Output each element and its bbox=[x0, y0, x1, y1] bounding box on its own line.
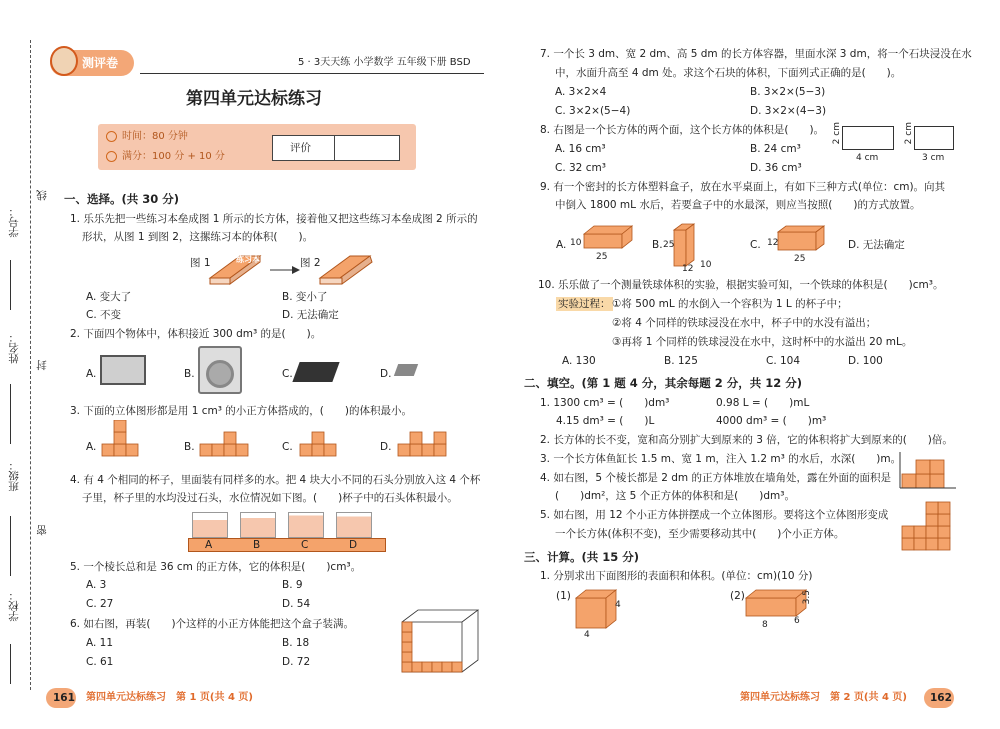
score-info: 满分：100 分 + 10 分 bbox=[122, 151, 225, 162]
q10-option-d[interactable]: D. 100 bbox=[848, 355, 883, 367]
q2-option-d[interactable]: D. bbox=[380, 368, 392, 380]
q2-option-c[interactable]: C. bbox=[282, 368, 293, 380]
q6-text: 6. 如右图，再装( )个这样的小正方体能把这个盒子装满。 bbox=[70, 618, 355, 630]
fill-5-line-2: 一个长方体(体积不变)，至少需要移动其中( )个小正方体。 bbox=[555, 528, 845, 540]
cup-label-a: A bbox=[205, 539, 213, 551]
cuboid-dim-width: 6 bbox=[794, 616, 800, 626]
q1-option-d[interactable]: D. 无法确定 bbox=[282, 309, 339, 321]
q9c-dim-2: 25 bbox=[794, 254, 806, 264]
q5-text: 5. 一个棱长总和是 36 cm 的正方体，它的体积是( )cm³。 bbox=[70, 561, 362, 573]
cup-label-d: D bbox=[349, 539, 358, 551]
q4-text-2: 子里，杯子里的水均没过石头，水位情况如下图。( )杯子中的石头体积最小。 bbox=[82, 492, 458, 504]
page-number-161: 161 bbox=[53, 692, 75, 704]
fig1-label: 图 1 bbox=[190, 257, 211, 269]
q6-option-c[interactable]: C. 61 bbox=[86, 656, 114, 668]
q7-option-d[interactable]: D. 3×2×(4−3) bbox=[750, 105, 827, 117]
fill-2: 2. 长方体的长不变，宽和高分别扩大到原来的 3 倍，它的体积将扩大到原来的( )倍。 bbox=[540, 434, 953, 446]
school-label: 学校： bbox=[8, 590, 20, 622]
q9-text-2: 中倒入 1800 mL 水后，若要盒子中的水最深，则应当按照( )的方式放置。 bbox=[555, 199, 921, 211]
fill-1c: 4.15 dm³ = ( )L bbox=[556, 415, 655, 427]
fill-5: 5. 如右图，用 12 个小正方体拼摆成一个立体图形。要将这个立体图形变成 bbox=[540, 509, 889, 521]
q7-text: 7. 一个长 3 dm、宽 2 dm、高 5 dm 的长方体容器，里面水深 3 dm，将一个石块浸没在水 bbox=[540, 48, 972, 60]
q7-option-b[interactable]: B. 3×2×(5−3) bbox=[750, 86, 826, 98]
q9a-dim-1: 10 bbox=[570, 238, 582, 248]
q5-option-b[interactable]: B. 9 bbox=[282, 579, 303, 591]
stacked-cubes-figure bbox=[896, 448, 960, 564]
q8-option-c[interactable]: C. 32 cm³ bbox=[555, 162, 606, 174]
footer-left: 第四单元达标练习 第 1 页(共 4 页) bbox=[86, 692, 253, 703]
q10-step-2: ②将 4 个同样的铁球浸没在水中，杯子中的水没有溢出； bbox=[612, 317, 877, 329]
face-rect-1 bbox=[842, 126, 894, 150]
section-2-heading: 二、填空。(第 1 题 4 分，其余每题 2 分，共 12 分) bbox=[524, 376, 803, 390]
q8-face1-height: 2 cm bbox=[832, 122, 842, 145]
workbook-figure bbox=[200, 248, 390, 288]
cube-dim-1: 4 bbox=[615, 600, 621, 610]
box-figure bbox=[398, 606, 484, 676]
eval-label: 评价 bbox=[290, 142, 311, 154]
q10-option-c[interactable]: C. 104 bbox=[766, 355, 801, 367]
clock-icon bbox=[106, 131, 117, 142]
fill-4-line-2: ( )dm²，这 5 个正方体的体积和是( )dm³。 bbox=[555, 490, 795, 502]
stub-feng: 封 bbox=[36, 360, 48, 371]
q8-option-a[interactable]: A. 16 cm³ bbox=[555, 143, 606, 155]
q10-process-label: 实验过程： bbox=[558, 298, 611, 310]
q6-option-a[interactable]: A. 11 bbox=[86, 637, 114, 649]
cup-label-b: B bbox=[253, 539, 261, 551]
cuboid-dim-height: 3.5 bbox=[802, 590, 812, 605]
eraser-icon bbox=[394, 364, 418, 376]
q10-step-3: ③再将 1 个同样的铁球浸没在水中，这时杯中的水溢出 20 mL。 bbox=[612, 336, 913, 348]
q5-option-d[interactable]: D. 54 bbox=[282, 598, 311, 610]
q10-step-1: ①将 500 mL 的水倒入一个容积为 1 L 的杯子中； bbox=[612, 298, 848, 310]
q10-text: 10. 乐乐做了一个测量铁球体积的实验，根据实验可知，一个铁球的体积是( )cm³。 bbox=[538, 279, 944, 291]
time-info: 时间：80 分钟 bbox=[122, 131, 188, 142]
cuboid-dim-length: 8 bbox=[762, 620, 768, 630]
fill-3: 3. 一个长方体鱼缸长 1.5 m、宽 1 m，注入 1.2 m³ 的水后，水深( )m。 bbox=[540, 453, 902, 465]
face-rect-2 bbox=[914, 126, 954, 150]
q7-option-c[interactable]: C. 3×2×(5−4) bbox=[555, 105, 631, 117]
calc-fig2-label: (2) bbox=[730, 590, 745, 602]
q3-option-d[interactable]: D. bbox=[380, 441, 392, 453]
cup-label-c: C bbox=[301, 539, 309, 551]
q5-option-a[interactable]: A. 3 bbox=[86, 579, 107, 591]
q9-text: 9. 有一个密封的长方体塑料盒子，放在水平桌面上，有如下三种方式(单位：cm)。向其 bbox=[540, 181, 946, 193]
section-1-heading: 一、选择。(共 30 分) bbox=[64, 192, 180, 206]
fill-1b: 0.98 L = ( )mL bbox=[716, 397, 810, 409]
section-3-heading: 三、计算。(共 15 分) bbox=[524, 550, 640, 564]
q8-option-d[interactable]: D. 36 cm³ bbox=[750, 162, 802, 174]
q7-text-2: 中，水面升高至 4 dm 处。求这个石块的体积，下面列式正确的是( )。 bbox=[555, 67, 902, 79]
cube-figures bbox=[98, 420, 478, 462]
q9-option-a[interactable]: A. bbox=[556, 239, 567, 251]
q9-option-b[interactable]: B. bbox=[652, 239, 663, 251]
q10-option-a[interactable]: A. 130 bbox=[562, 355, 596, 367]
q3-option-a[interactable]: A. bbox=[86, 441, 97, 453]
footer-right: 第四单元达标练习 第 2 页(共 4 页) bbox=[740, 692, 907, 703]
q4-text: 4. 有 4 个相同的杯子，里面装有同样多的水。把 4 块大小不同的石头分别放入这 4 个杯 bbox=[70, 474, 481, 486]
page-title: 第四单元达标练习 bbox=[186, 89, 322, 109]
q7-option-a[interactable]: A. 3×2×4 bbox=[555, 86, 607, 98]
q9b-dim-3: 10 bbox=[700, 260, 712, 270]
q8-face1-width: 4 cm bbox=[856, 153, 879, 163]
q8-face2-width: 3 cm bbox=[922, 153, 945, 163]
q6-option-d[interactable]: D. 72 bbox=[282, 656, 311, 668]
q3-text: 3. 下面的立体图形都是用 1 cm³ 的小正方体搭成的，( )的体积最小。 bbox=[70, 405, 412, 417]
q1-option-a[interactable]: A. 变大了 bbox=[86, 291, 132, 303]
q2-text: 2. 下面四个物体中，体积接近 300 dm³ 的是( )。 bbox=[70, 328, 322, 340]
q9b-dim-2: 12 bbox=[682, 264, 694, 274]
q1-text-2: 形状，从图 1 到图 2，这摞练习本的体积( )。 bbox=[82, 231, 314, 243]
q5-option-c[interactable]: C. 27 bbox=[86, 598, 114, 610]
student-id-label: 学号： bbox=[8, 206, 20, 238]
class-label: 班级： bbox=[8, 460, 20, 492]
q3-option-b[interactable]: B. bbox=[184, 441, 195, 453]
fill-1d: 4000 dm³ = ( )m³ bbox=[716, 415, 827, 427]
q1-option-c[interactable]: C. 不变 bbox=[86, 309, 122, 321]
cube-dim-2: 4 bbox=[584, 630, 590, 640]
fill-1a: 1. 1300 cm³ = ( )dm³ bbox=[540, 397, 670, 409]
stub-mi: 密 bbox=[36, 525, 48, 536]
q10-option-b[interactable]: B. 125 bbox=[664, 355, 698, 367]
q1-option-b[interactable]: B. 变小了 bbox=[282, 291, 328, 303]
q8-text: 8. 右图是一个长方体的两个面，这个长方体的体积是( )。 bbox=[540, 124, 825, 136]
page-number-162: 162 bbox=[930, 692, 952, 704]
mascot-icon bbox=[50, 46, 78, 76]
book-icon bbox=[292, 362, 339, 382]
q2-option-a[interactable]: A. bbox=[86, 368, 97, 380]
q1-text: 1. 乐乐先把一些练习本垒成图 1 所示的长方体，接着他又把这些练习本垒成图 2 所示的 bbox=[70, 213, 478, 225]
q9-option-d[interactable]: D. 无法确定 bbox=[848, 239, 905, 251]
q9-option-c[interactable]: C. bbox=[750, 239, 761, 251]
q3-option-c[interactable]: C. bbox=[282, 441, 293, 453]
cube-figure bbox=[570, 586, 630, 636]
q6-option-b[interactable]: B. 18 bbox=[282, 637, 310, 649]
logo-label: 测评卷 bbox=[82, 56, 119, 70]
q9a-dim-2: 25 bbox=[596, 252, 608, 262]
calc-fig1-label: (1) bbox=[556, 590, 571, 602]
q8-face2-height: 2 cm bbox=[904, 122, 914, 145]
fill-4: 4. 如右图，5 个棱长都是 2 dm 的正方体堆放在墙角处，露在外面的面积是 bbox=[540, 472, 891, 484]
calc-1: 1. 分别求出下面图形的表面积和体积。(单位：cm)(10 分) bbox=[540, 570, 813, 582]
q9b-dim-1: 25 bbox=[663, 240, 675, 250]
fig2-label: 图 2 bbox=[300, 257, 321, 269]
book-series: 5 · 3天天练 小学数学 五年级下册 BSD bbox=[298, 57, 471, 68]
q8-option-b[interactable]: B. 24 cm³ bbox=[750, 143, 801, 155]
check-icon bbox=[106, 151, 117, 162]
q9c-dim-1: 12 bbox=[767, 238, 779, 248]
stub-xian: 线 bbox=[36, 190, 48, 201]
binding-stub bbox=[0, 0, 48, 729]
microwave-icon bbox=[100, 355, 146, 385]
name-label: 姓名： bbox=[8, 332, 20, 364]
washing-machine-icon bbox=[198, 346, 242, 394]
q2-option-b[interactable]: B. bbox=[184, 368, 195, 380]
